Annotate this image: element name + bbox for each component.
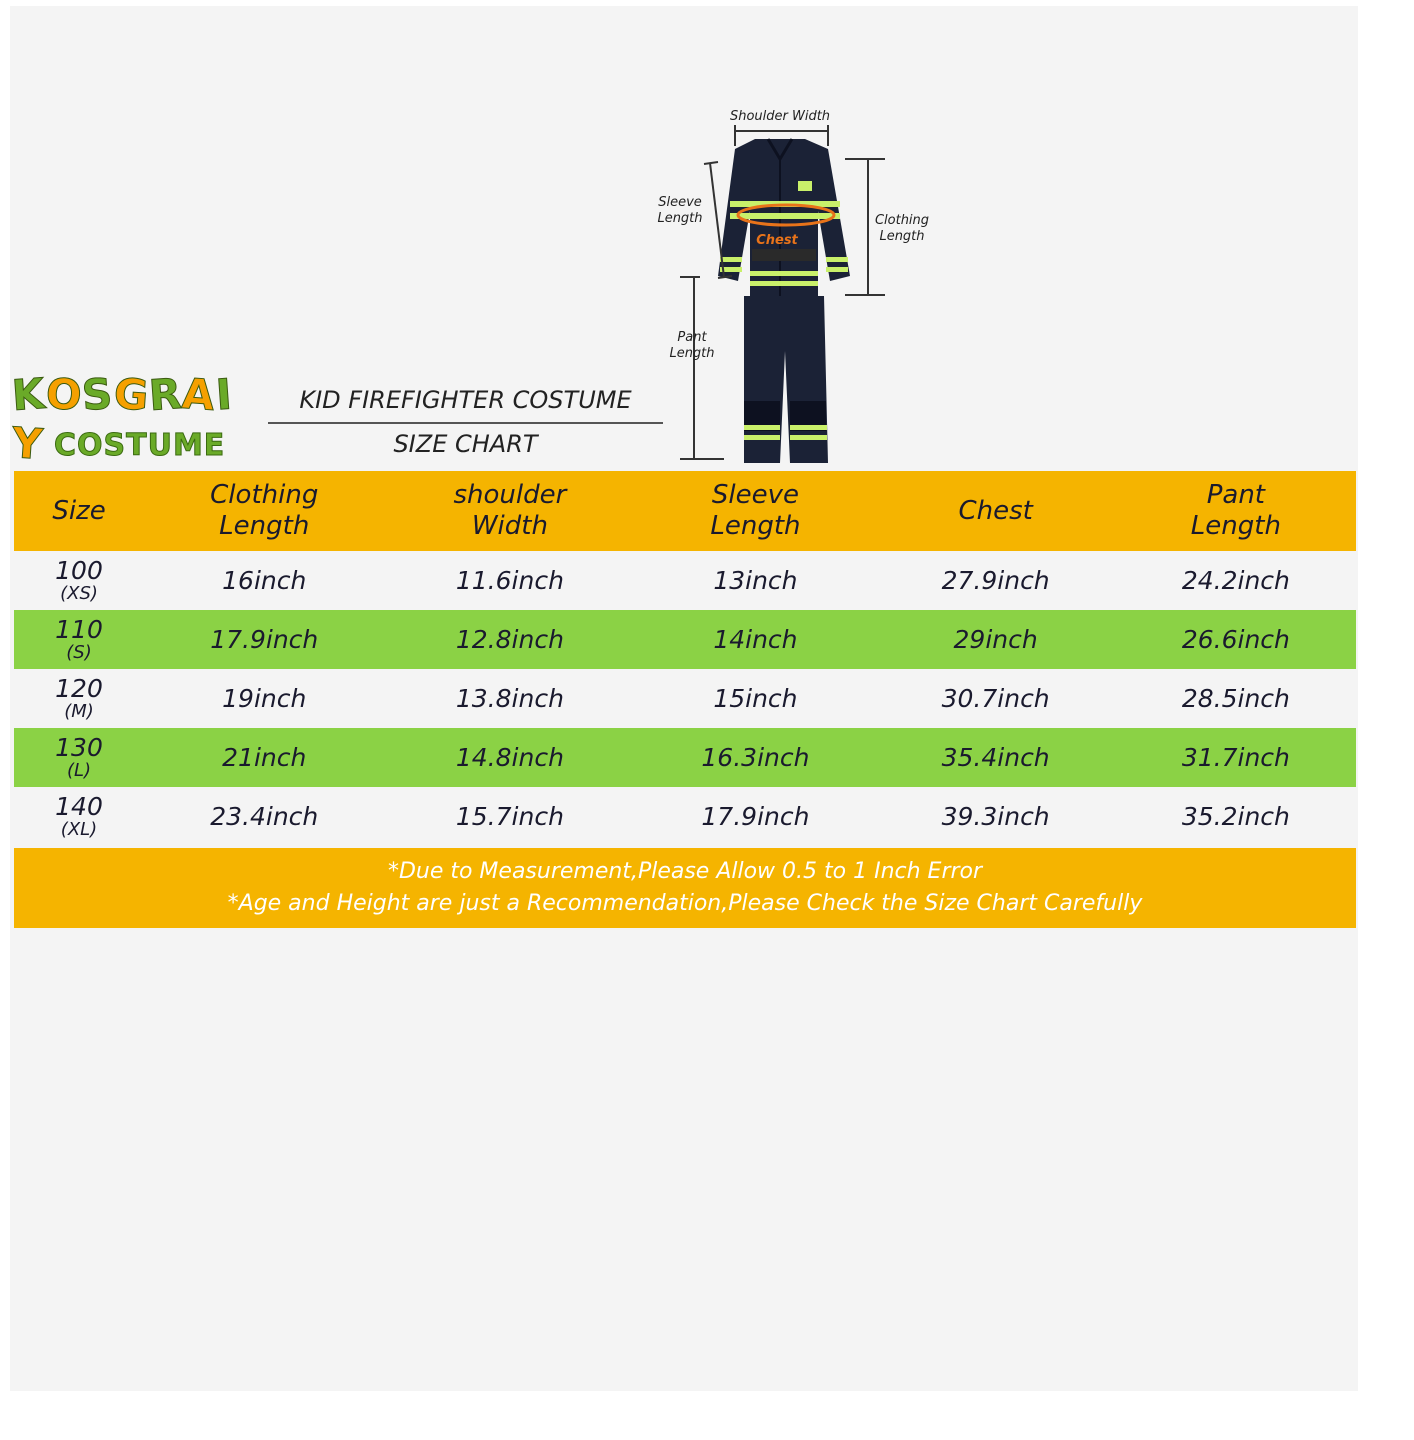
- pant-length-cell: 24.2inch: [1116, 551, 1356, 610]
- shoulder-width-cell: 14.8inch: [384, 728, 635, 787]
- title-divider: [268, 422, 663, 424]
- sleeve-length-label-2: Length: [657, 211, 703, 226]
- sleeve-length-label-1: Sleeve: [658, 195, 702, 210]
- table-row: [14, 610, 1356, 669]
- sleeve-length-cell: 14inch: [635, 610, 875, 669]
- size-cell: 110 (S): [14, 610, 144, 669]
- clothing-length-label-1: Clothing: [874, 213, 930, 228]
- clothing-length-label-2: Length: [879, 229, 925, 244]
- size-table: [14, 471, 1356, 846]
- header-shoulder-width: shoulder Width: [384, 471, 635, 551]
- pant-length-label-1: Pant: [677, 330, 707, 345]
- clothing-length-cell: 21inch: [144, 728, 384, 787]
- shoulder-width-cell: 12.8inch: [384, 610, 635, 669]
- shoulder-width-cell: 15.7inch: [384, 787, 635, 846]
- size-cell: 140 (XL): [14, 787, 144, 846]
- sleeve-length-cell: 16.3inch: [635, 728, 875, 787]
- size-cell: 130 (L): [14, 728, 144, 787]
- pant-length-cell: 35.2inch: [1116, 787, 1356, 846]
- size-cell: 120 (M): [14, 669, 144, 728]
- pant-length-cell: 31.7inch: [1116, 728, 1356, 787]
- chest-cell: 27.9inch: [876, 551, 1116, 610]
- chest-cell: 39.3inch: [876, 787, 1116, 846]
- logo-letter: Y: [10, 417, 46, 470]
- table-header-row: [14, 471, 1356, 551]
- logo-letter: R: [147, 368, 185, 421]
- notes-banner: [14, 848, 1356, 928]
- logo-letter: A: [180, 368, 218, 421]
- shoulder-width-cell: 11.6inch: [384, 551, 635, 610]
- pant-length-cell: 28.5inch: [1116, 669, 1356, 728]
- clothing-length-cell: 17.9inch: [144, 610, 384, 669]
- chart-title: KID FIREFIGHTER COSTUME: [299, 386, 632, 414]
- note-measurement-error: *Due to Measurement,Please Allow 0.5 to 1 Inch Error: [387, 859, 983, 884]
- logo-letter: K: [10, 368, 48, 421]
- firefighter-uniform-diagram: [640, 101, 950, 473]
- pants-reflective-band: [744, 425, 780, 430]
- header-size: Size: [14, 471, 144, 551]
- clothing-length-cell: 19inch: [144, 669, 384, 728]
- header-chest: Chest: [876, 471, 1116, 551]
- sleeve-length-cell: 15inch: [635, 669, 875, 728]
- sleeve-length-line: [710, 163, 724, 277]
- chest-cell: 30.7inch: [876, 669, 1116, 728]
- clothing-length-cell: 23.4inch: [144, 787, 384, 846]
- pant-length-label-2: Length: [669, 346, 715, 361]
- pant-length-cell: 26.6inch: [1116, 610, 1356, 669]
- chest-cell: 29inch: [876, 610, 1116, 669]
- logo-letter: G: [111, 368, 151, 421]
- size-cell: 100 (XS): [14, 551, 144, 610]
- header-sleeve-length: Sleeve Length: [635, 471, 875, 551]
- chart-subtitle: SIZE CHART: [393, 430, 538, 458]
- shoulder-width-label: Shoulder Width: [729, 109, 831, 124]
- logo-letter: S: [80, 368, 116, 421]
- size-chart-canvas: [10, 6, 1358, 1391]
- table-row: [14, 787, 1356, 846]
- shoulder-width-cell: 13.8inch: [384, 669, 635, 728]
- note-age-height: *Age and Height are just a Recommendation,Please Check the Size Chart Carefully: [227, 891, 1143, 916]
- logo-letter: I: [214, 369, 235, 420]
- belt: [752, 249, 816, 261]
- header-clothing-length: Clothing Length: [144, 471, 384, 551]
- table-row: [14, 669, 1356, 728]
- chest-label: Chest: [756, 233, 798, 248]
- table-row: [14, 728, 1356, 787]
- clothing-length-cell: 16inch: [144, 551, 384, 610]
- brand-logo: [10, 366, 260, 476]
- logo-letter: O: [43, 368, 84, 421]
- chest-cell: 35.4inch: [876, 728, 1116, 787]
- header-pant-length: Pant Length: [1116, 471, 1356, 551]
- sleeve-length-cell: 13inch: [635, 551, 875, 610]
- sleeve-length-cell: 17.9inch: [635, 787, 875, 846]
- logo-costume-text: COSTUME: [54, 428, 226, 463]
- table-row: [14, 551, 1356, 610]
